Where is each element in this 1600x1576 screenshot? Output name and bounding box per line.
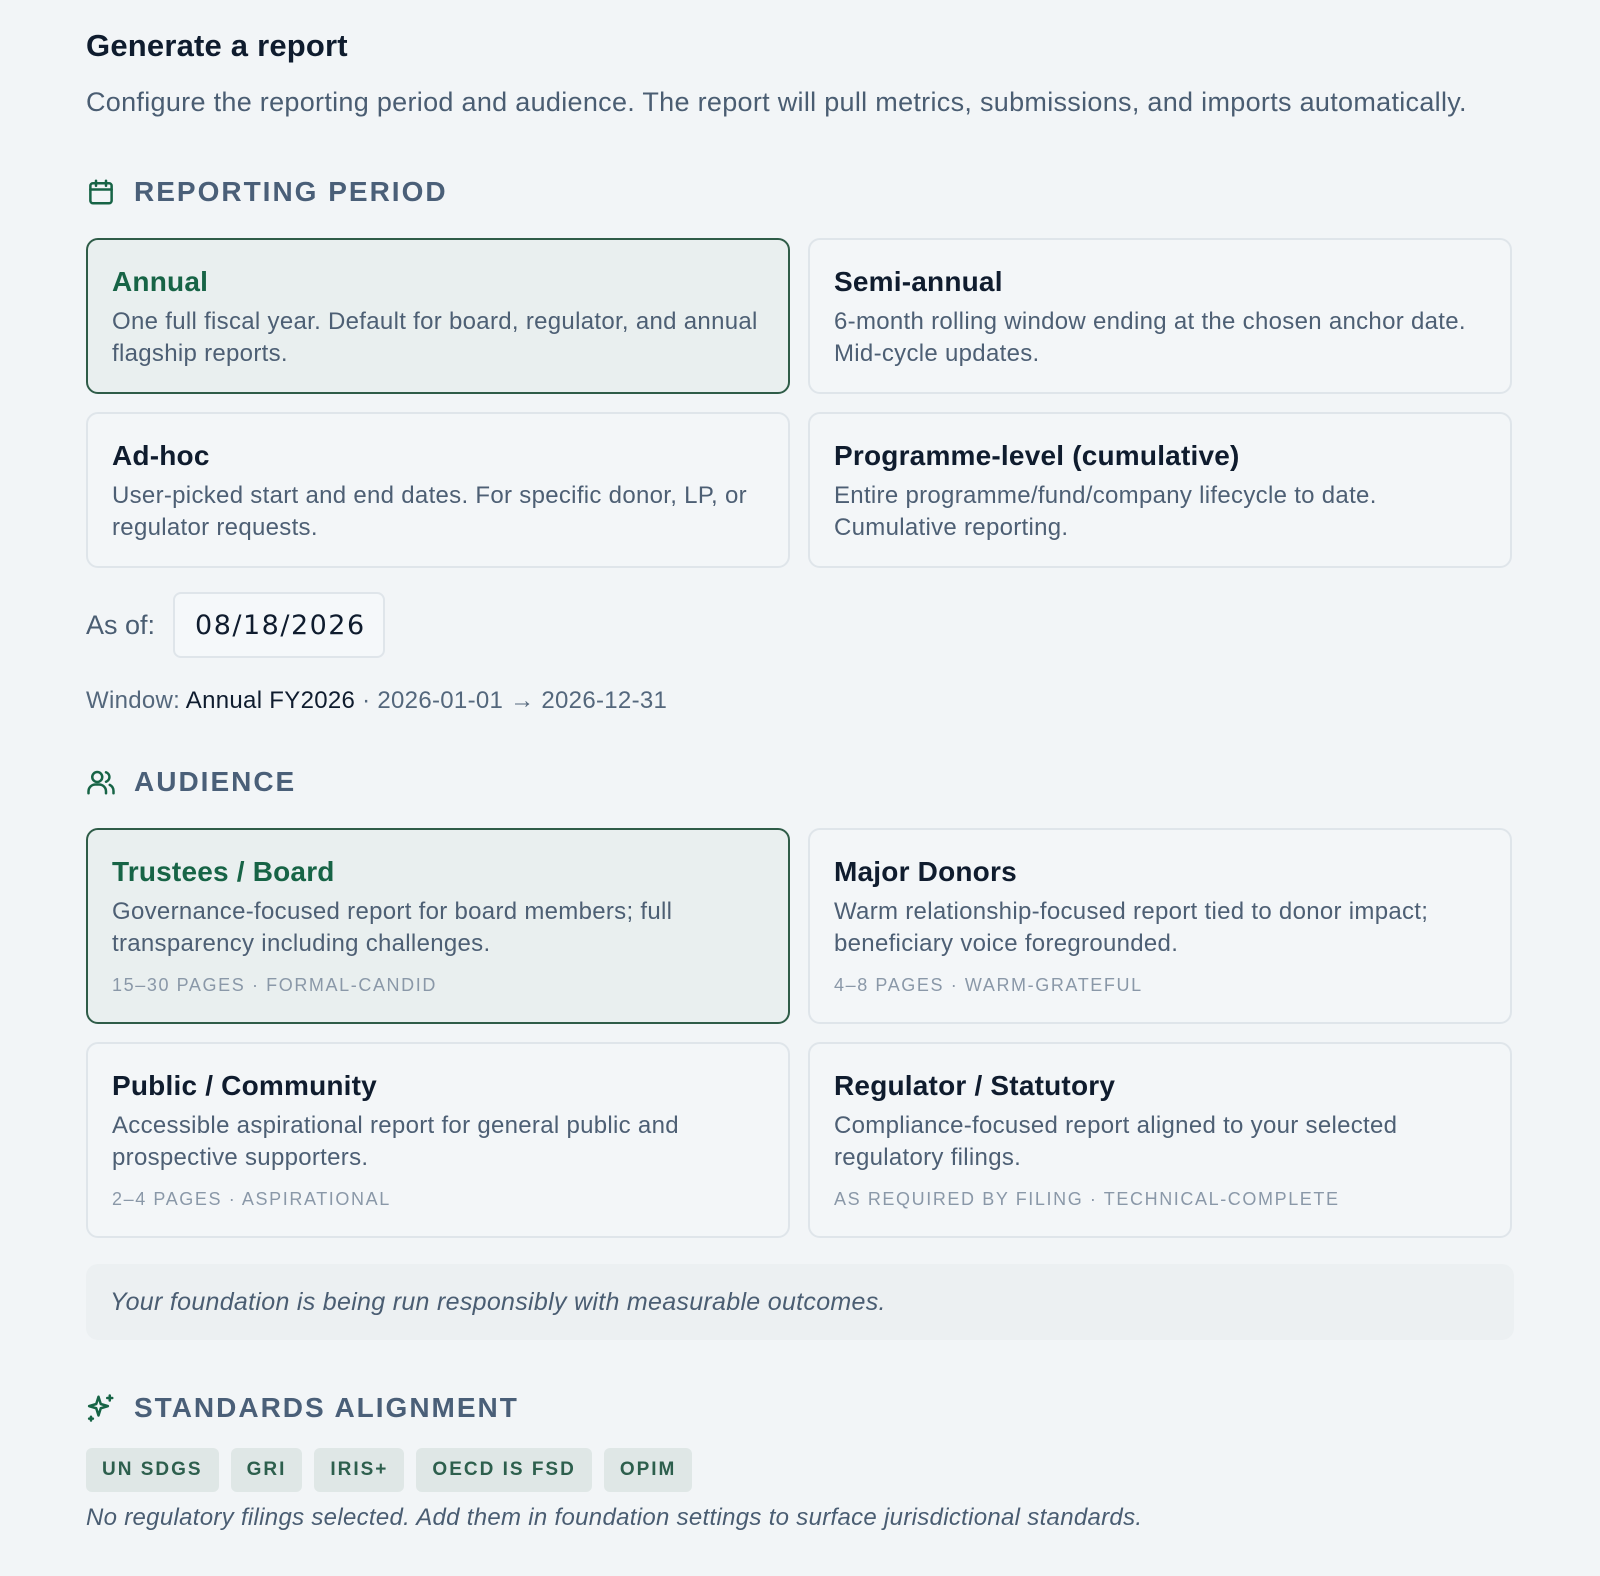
page-description: Configure the reporting period and audience. The report will pull metrics, submissions, and imports automatically. [86, 87, 1467, 117]
period-option-title: Programme-level (cumulative) [834, 440, 1240, 471]
audience-option-major-donors[interactable] [808, 828, 1512, 1024]
period-option-description: User-picked start and end dates. For specific donor, LP, or regulator requests. [112, 482, 747, 541]
audience-header [86, 764, 1514, 800]
audience-option-meta: 4–8 PAGES · WARM-GRATEFUL [834, 975, 1143, 995]
audience-tagline: Your foundation is being run responsibly with measurable outcomes. [86, 1264, 1514, 1340]
period-option-title: Semi-annual [834, 266, 1003, 297]
audience-option-trustees-board[interactable] [86, 828, 790, 1024]
audience-option-title: Trustees / Board [112, 856, 335, 887]
users-icon [86, 767, 116, 797]
standard-chip[interactable]: OECD IS FSD [416, 1448, 591, 1492]
audience-option-description: Accessible aspirational report for general public and prospective supporters. [112, 1112, 679, 1171]
window-summary [86, 684, 1514, 718]
standards-header [86, 1390, 1514, 1426]
audience-option-meta: AS REQUIRED BY FILING · TECHNICAL-COMPLETE [834, 1189, 1340, 1209]
period-option-title: Annual [112, 266, 209, 297]
period-option-semi-annual[interactable] [808, 238, 1512, 394]
period-option-ad-hoc[interactable] [86, 412, 790, 568]
audience-options [86, 828, 1514, 1238]
sparkles-icon [86, 1393, 116, 1423]
audience-option-description: Governance-focused report for board members; full transparency including challenges. [112, 898, 673, 957]
audience-option-regulator-statutory[interactable] [808, 1042, 1512, 1238]
as-of-date-input[interactable] [173, 592, 385, 658]
period-option-description: One full fiscal year. Default for board, regulator, and annual flagship reports. [112, 308, 758, 367]
audience-option-public-community[interactable] [86, 1042, 790, 1238]
reporting-period-heading: REPORTING PERIOD [134, 176, 448, 207]
calendar-icon [86, 177, 116, 207]
page-title: Generate a report [86, 28, 348, 63]
audience-option-description: Warm relationship-focused report tied to donor impact; beneficiary voice foregrounded. [834, 898, 1429, 957]
window-range: · 2026-01-01 → 2026-12-31 [362, 687, 668, 714]
standard-chip[interactable]: GRI [231, 1448, 303, 1492]
as-of-label: As of: [86, 609, 156, 640]
standard-chip[interactable]: UN SDGS [86, 1448, 219, 1492]
period-option-annual[interactable] [86, 238, 790, 394]
as-of-row [86, 592, 1514, 658]
period-option-description: Entire programme/fund/company lifecycle to date. Cumulative reporting. [834, 482, 1377, 541]
period-option-description: 6-month rolling window ending at the chosen anchor date. Mid-cycle updates. [834, 308, 1466, 367]
reporting-period-options [86, 238, 1514, 568]
audience-option-title: Regulator / Statutory [834, 1070, 1116, 1101]
standard-chip[interactable]: IRIS+ [314, 1448, 404, 1492]
standards-chips [86, 1448, 1514, 1492]
audience-option-description: Compliance-focused report aligned to your selected regulatory filings. [834, 1112, 1398, 1171]
audience-option-meta: 15–30 PAGES · FORMAL-CANDID [112, 975, 437, 995]
window-name: Annual FY2026 [185, 687, 356, 714]
period-option-title: Ad-hoc [112, 440, 210, 471]
window-label: Window: [86, 687, 181, 714]
audience-option-title: Major Donors [834, 856, 1017, 887]
standards-note: No regulatory filings selected. Add them in foundation settings to surface jurisdictional standards. [86, 1504, 1143, 1531]
audience-option-meta: 2–4 PAGES · ASPIRATIONAL [112, 1189, 391, 1209]
period-option-programme-level[interactable] [808, 412, 1512, 568]
reporting-period-header [86, 174, 1514, 210]
standards-heading: STANDARDS ALIGNMENT [134, 1392, 519, 1423]
standard-chip[interactable]: OPIM [604, 1448, 693, 1492]
audience-option-title: Public / Community [112, 1070, 377, 1101]
audience-heading: AUDIENCE [134, 766, 297, 797]
